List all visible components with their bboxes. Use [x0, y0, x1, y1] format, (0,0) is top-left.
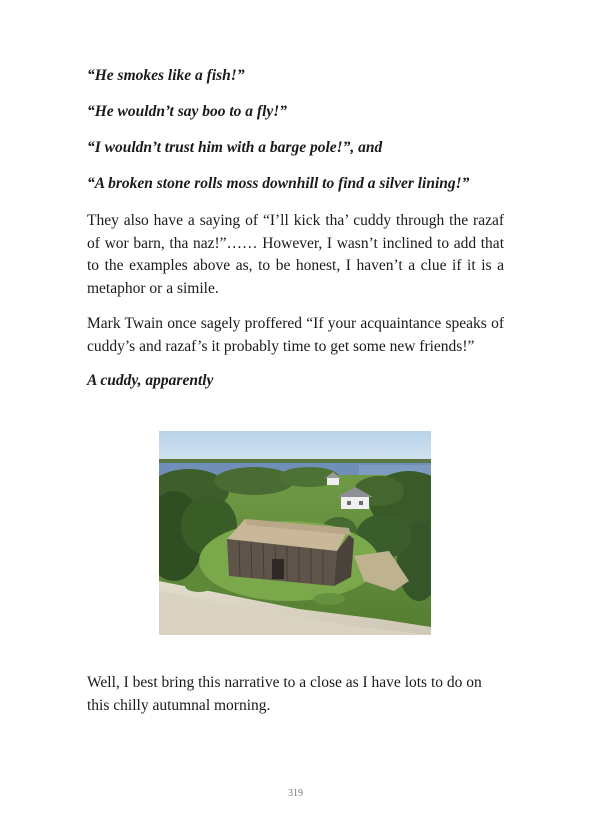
closing-paragraph: Well, I best bring this narrative to a close as I have lots to do on this chilly autumnal morning. — [87, 674, 482, 714]
quote-broken-stone: “A broken stone rolls moss downhill to find a silver lining!” — [87, 175, 470, 192]
page-body — [87, 66, 504, 391]
page-number: 319 — [288, 788, 303, 799]
paragraph-cuddy-saying: They also have a saying of “I’ll kick tha’ cuddy through the razaf of wor barn, tha naz!”…… However, I wasn’t inclined to add that to the examples above as, to be honest, I haven’t a clue if it is a metaphor or a simile. — [87, 212, 504, 297]
quote-barge-pole: “I wouldn’t trust him with a barge pole!”, and — [87, 139, 383, 156]
quote-smokes: “He smokes like a fish!” — [87, 67, 245, 84]
quote-boo: “He wouldn’t say boo to a fly!” — [87, 103, 288, 120]
paragraph-mark-twain: Mark Twain once sagely proffered “If your acquaintance speaks of cuddy’s and razaf’s it probably time to get some new friends!” — [87, 315, 504, 355]
barn-photo — [159, 431, 431, 635]
figure-caption: A cuddy, apparently — [87, 372, 214, 389]
